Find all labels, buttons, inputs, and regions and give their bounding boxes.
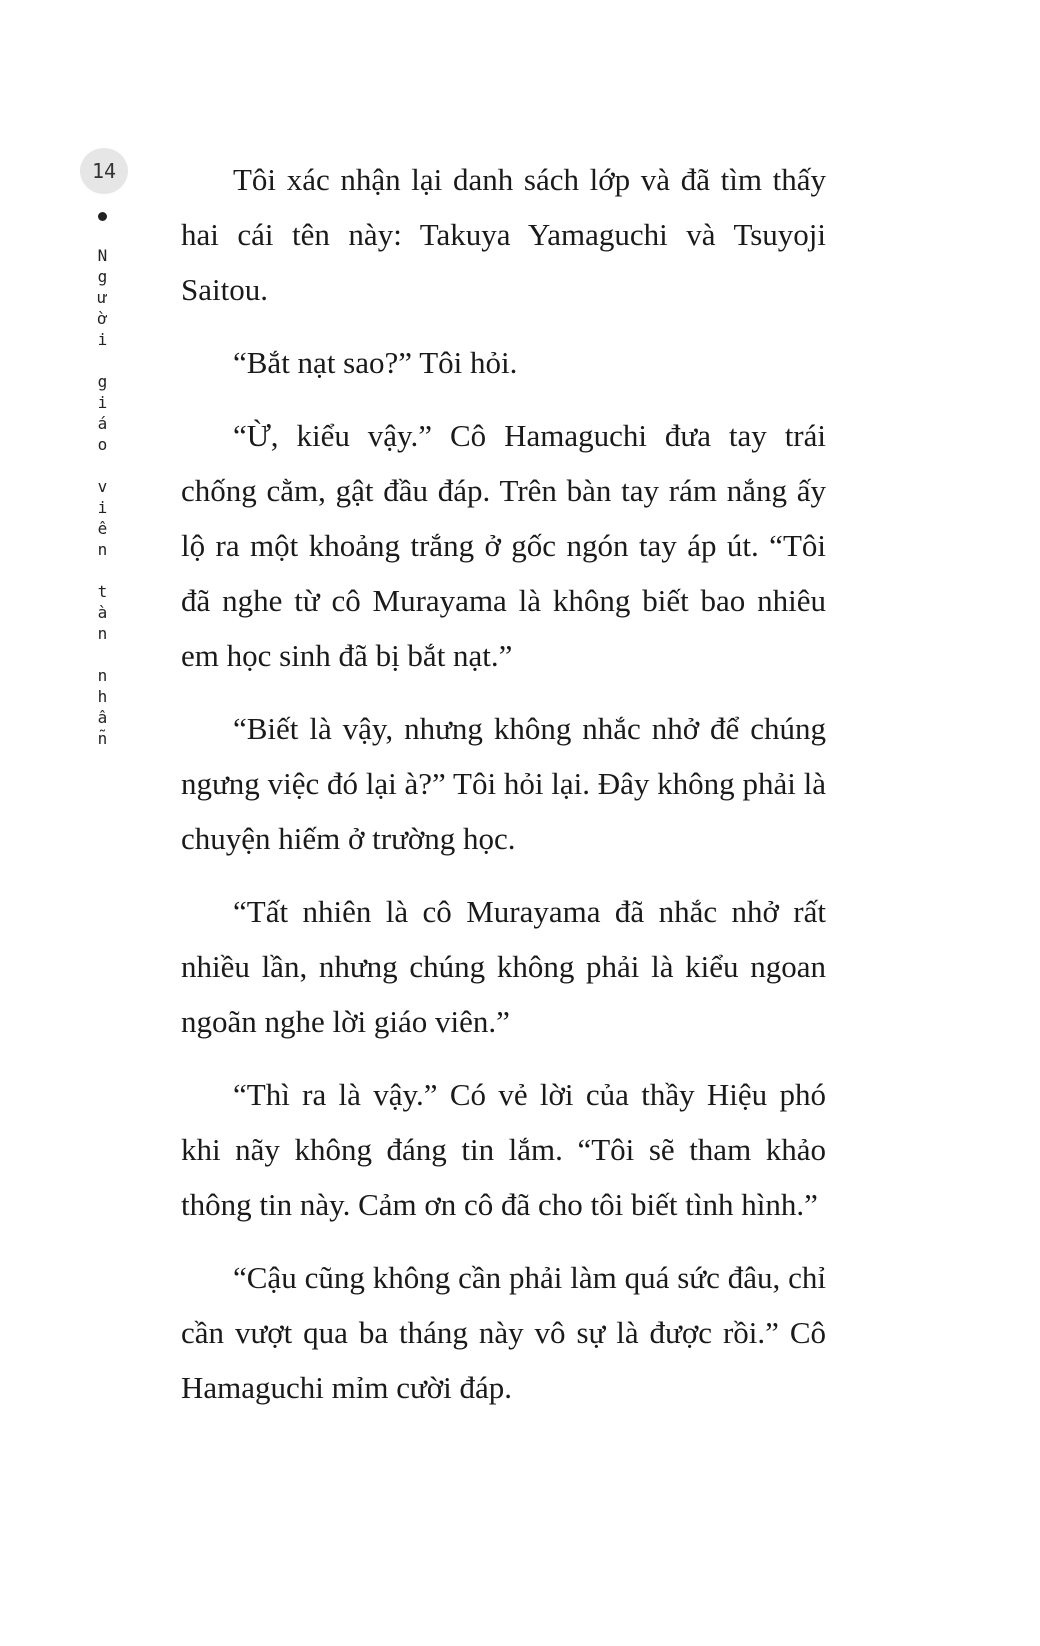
body-text — [181, 152, 826, 1433]
paragraph: “Cậu cũng không cần phải làm quá sức đâu, chỉ cần vượt qua ba tháng này vô sự là được rồi.” Cô Hamaguchi mỉm cười đáp. — [181, 1260, 826, 1405]
paragraph: “Tất nhiên là cô Murayama đã nhắc nhở rất nhiều lần, nhưng chúng không phải là kiểu ngoan ngoãn nghe lời giáo viên.” — [181, 894, 826, 1039]
paragraph: “Bắt nạt sao?” Tôi hỏi. — [233, 345, 518, 380]
paragraph: “Thì ra là vậy.” Có vẻ lời của thầy Hiệu phó khi nãy không đáng tin lắm. “Tôi sẽ tham khảo thông tin này. Cảm ơn cô đã cho tôi biết tình hình.” — [181, 1077, 826, 1222]
running-title: Người giáo viên tàn nhẫn — [93, 246, 112, 750]
bullet-dot — [98, 212, 107, 221]
page-number: 14 — [80, 148, 128, 194]
paragraph: Tôi xác nhận lại danh sách lớp và đã tìm thấy hai cái tên này: Takuya Yamaguchi và Tsuyoji Saitou. — [181, 162, 826, 307]
paragraph: “Biết là vậy, nhưng không nhắc nhở để chúng ngưng việc đó lại à?” Tôi hỏi lại. Đây không phải là chuyện hiếm ở trường học. — [181, 711, 826, 856]
paragraph: “Ừ, kiểu vậy.” Cô Hamaguchi đưa tay trái chống cằm, gật đầu đáp. Trên bàn tay rám nắng ấy lộ ra một khoảng trắng ở gốc ngón tay áp út. “Tôi đã nghe từ cô Murayama là không biết bao nhiêu em học sinh đã bị bắt nạt.” — [181, 418, 826, 673]
